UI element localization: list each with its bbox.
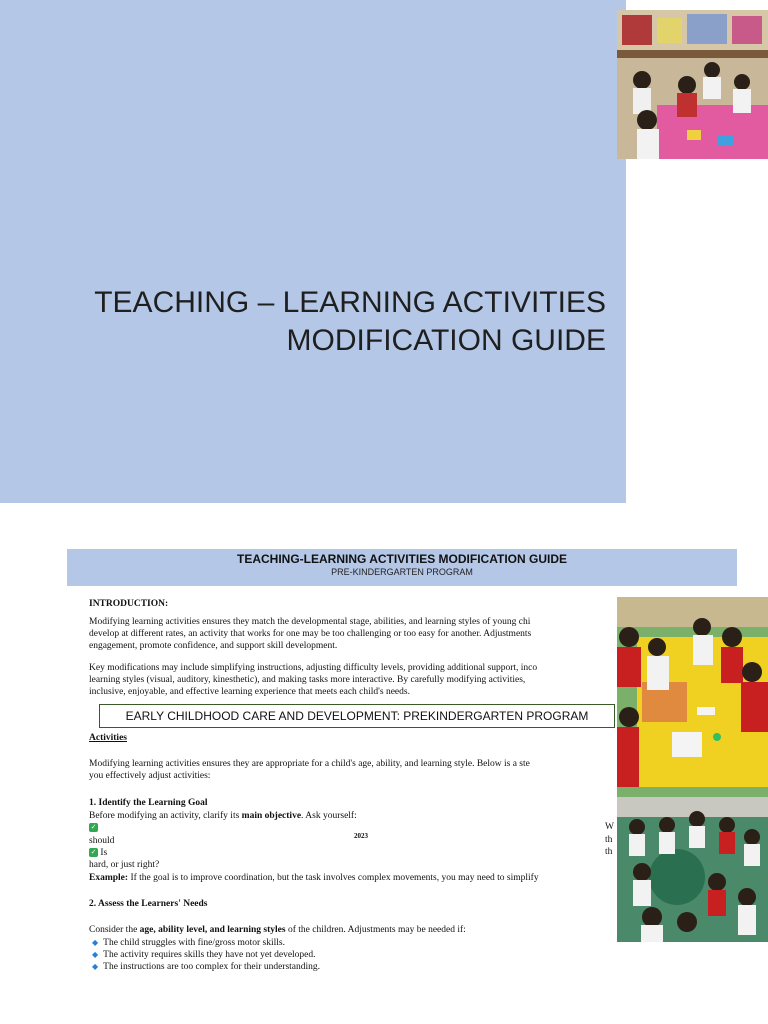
main-objective-text: main objective bbox=[241, 811, 302, 821]
diamond-bullet-icon: ◆ bbox=[92, 962, 99, 971]
should-text: should bbox=[89, 836, 115, 846]
introduction-heading: INTRODUCTION: bbox=[89, 599, 169, 609]
document-header bbox=[67, 549, 737, 586]
needs-list bbox=[92, 937, 622, 973]
year-label: 2023 bbox=[354, 832, 368, 840]
snippet-w: W bbox=[605, 822, 614, 832]
classroom-photo-2 bbox=[617, 597, 768, 797]
step-1-intro bbox=[89, 810, 619, 822]
intro-p2-line-2: learning styles (visual, auditory, kinesthetic), and making tasks more interactive. By carefully modifying activities, bbox=[89, 675, 526, 685]
step-2-intro-bold: age, ability level, and learning styles bbox=[139, 925, 286, 935]
classroom-photo-3 bbox=[617, 797, 768, 942]
list-item bbox=[92, 937, 622, 949]
step-2-intro bbox=[89, 924, 619, 936]
intro-p1-line-1: Modifying learning activities ensures they match the developmental stage, abilities, and learning styles of young chi bbox=[89, 617, 531, 627]
activities-line-2: you effectively adjust activities: bbox=[89, 771, 211, 781]
program-box: EARLY CHILDHOOD CARE AND DEVELOPMENT: PREKINDERGARTEN PROGRAM bbox=[99, 704, 615, 728]
snippet-th-2: th bbox=[605, 847, 613, 857]
document-subtitle: PRE-KINDERGARTEN PROGRAM bbox=[331, 567, 473, 577]
intro-paragraph-2 bbox=[89, 662, 619, 698]
step-1-intro-pre: Before modifying an activity, clarify its bbox=[89, 811, 242, 821]
diamond-bullet-icon: ◆ bbox=[92, 938, 99, 947]
activities-paragraph bbox=[89, 758, 619, 782]
check-mark-icon: ✓ bbox=[90, 848, 97, 857]
list-item-text: The instructions are too complex for their understanding. bbox=[103, 962, 321, 972]
classroom-photo-1 bbox=[617, 10, 768, 159]
cover-title bbox=[6, 284, 606, 360]
list-item bbox=[92, 949, 622, 961]
cover-title-line-1: TEACHING – LEARNING ACTIVITIES bbox=[94, 286, 606, 319]
is-text: Is bbox=[100, 848, 108, 858]
intro-p2-line-3: inclusive, enjoyable, and effective learning experience that meets each child's needs. bbox=[89, 687, 410, 697]
example-label: Example: bbox=[89, 873, 129, 883]
step-2-intro-post: of the children. Adjustments may be needed if: bbox=[285, 925, 466, 935]
example-text: If the goal is to improve coordination, but the task involves complex movements, you may need to simplify bbox=[128, 873, 539, 883]
step-1-heading: 1. Identify the Learning Goal bbox=[89, 798, 208, 808]
activities-heading: Activities bbox=[89, 733, 127, 743]
diamond-bullet-icon: ◆ bbox=[92, 950, 99, 959]
check-mark-icon: ✓ bbox=[90, 823, 97, 832]
list-item-text: The activity requires skills they have not yet developed. bbox=[103, 950, 316, 960]
intro-p2-line-1: Key modifications may include simplifying instructions, adjusting difficulty levels, providing additional support, inco bbox=[89, 663, 538, 673]
cover-panel bbox=[0, 0, 626, 503]
intro-p1-line-3: engagement, promote confidence, and support skill development. bbox=[89, 641, 338, 651]
intro-paragraph-1 bbox=[89, 616, 619, 652]
step-2-intro-pre: Consider the bbox=[89, 925, 140, 935]
activities-line-1: Modifying learning activities ensures they are appropriate for a child's age, ability, and learning style. Below is a ste bbox=[89, 759, 530, 769]
document-title: TEACHING-LEARNING ACTIVITIES MODIFICATION GUIDE bbox=[237, 552, 567, 566]
hard-text: hard, or just right? bbox=[89, 860, 160, 870]
snippet-th-1: th bbox=[605, 835, 613, 845]
check-row-2 bbox=[89, 847, 619, 859]
list-item bbox=[92, 961, 622, 973]
step-1-intro-post: . Ask yourself: bbox=[301, 811, 357, 821]
list-item-text: The child struggles with fine/gross motor skills. bbox=[103, 938, 285, 948]
example-line bbox=[89, 872, 619, 884]
intro-p1-line-2: develop at different rates, an activity that works for one may be too challenging or too easy for another. Adjustments bbox=[89, 629, 532, 639]
cover-title-line-2: MODIFICATION GUIDE bbox=[286, 324, 606, 357]
step-2-heading: 2. Assess the Learners' Needs bbox=[89, 899, 208, 909]
